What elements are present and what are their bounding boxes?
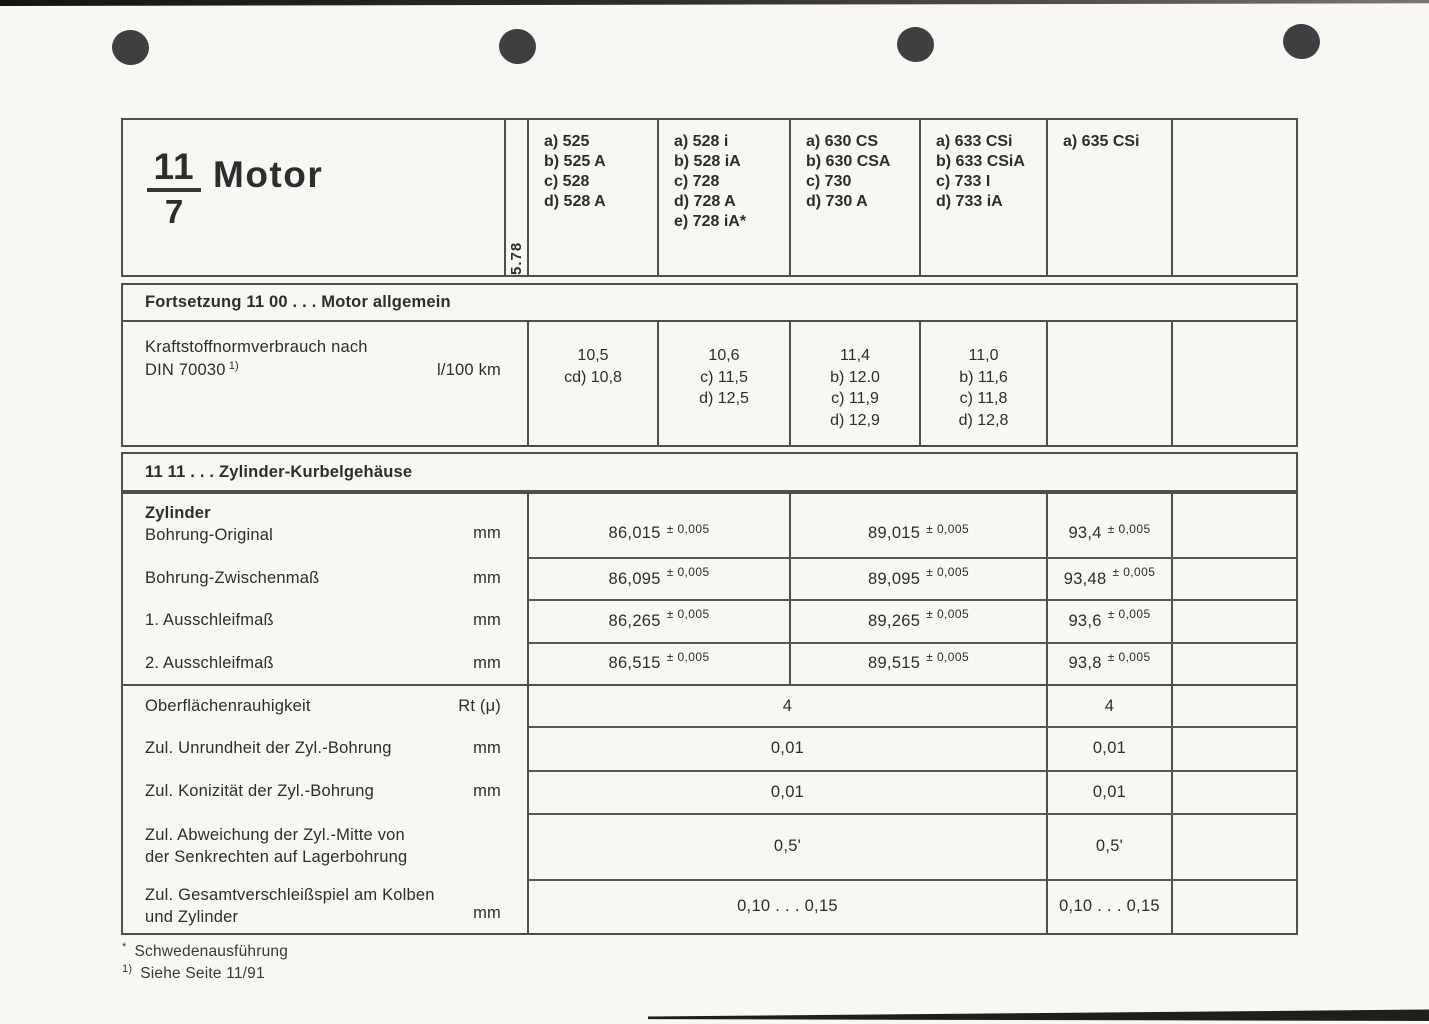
tolerance: ± 0,005 — [926, 607, 970, 622]
binder-hole — [1281, 22, 1323, 62]
spec-value-cell: 4 — [1048, 686, 1173, 726]
spec-value-cell-wide: 4 — [529, 686, 1048, 726]
spec-value-cell: 93,48 ± 0,005 — [1048, 559, 1173, 599]
chapter-page-fraction — [147, 148, 201, 229]
spec-row-label: Zylinder Bohrung-Original mm — [123, 494, 529, 557]
consumption-values-cell: 11,4 b) 12.0 c) 11,9 d) 12,9 — [791, 322, 921, 445]
spec-value-cell-empty — [1173, 881, 1296, 934]
chapter-number: 11 — [153, 146, 195, 187]
spec-value-cell-empty — [1173, 772, 1296, 814]
spec-value-cell-empty — [1173, 559, 1296, 599]
page-header-table — [121, 118, 1298, 277]
chapter-title-cell — [123, 120, 506, 275]
spec-value-cell-empty — [1173, 815, 1296, 878]
page-title: Motor — [213, 154, 324, 195]
spec-value-cell: 89,515 ± 0,005 — [791, 644, 1048, 685]
fuel-consumption-label-line1: Kraftstoffnormverbrauch nach — [145, 338, 368, 356]
unit-label: mm — [473, 738, 501, 757]
scan-edge-top — [0, 0, 1429, 6]
fraction-rule — [147, 188, 201, 192]
spec-value-cell-wide: 0,01 — [529, 772, 1048, 814]
model-column-header: a) 633 CSi b) 633 CSiA c) 733 I d) 733 iA — [921, 120, 1048, 275]
spec-value-cell-empty — [1173, 601, 1296, 642]
revision-cell — [506, 120, 529, 275]
spec-value-cell: 86,265 ± 0,005 — [529, 601, 791, 642]
footnote-marker: * — [122, 940, 127, 953]
spec-row-bohrung-original — [123, 494, 1296, 557]
spec-value-cell: 0,10 . . . 0,15 — [1048, 881, 1173, 934]
spec-row-oberflaechenrauhigkeit — [123, 684, 1296, 726]
spec-value-cell: 89,015 ± 0,005 — [791, 494, 1048, 557]
spec-value-cell-wide: 0,10 . . . 0,15 — [529, 881, 1048, 934]
tolerance: ± 0,005 — [666, 649, 710, 664]
binder-hole — [497, 27, 539, 67]
section-band-continuation — [121, 283, 1298, 322]
fuel-consumption-label-line2: DIN 70030 $^{1)}$ l/100 km — [145, 359, 527, 382]
page-number: 7 — [164, 193, 184, 230]
section-band-label: Fortsetzung 11 00 . . . Motor allgemein — [145, 293, 451, 311]
cylinder-spec-table — [121, 492, 1298, 935]
scan-edge-bottom — [648, 1009, 1429, 1022]
spec-value-cell-wide: 0,5' — [529, 815, 1048, 878]
spec-value-cell-wide: 0,01 — [529, 728, 1048, 770]
tolerance: ± 0,005 — [666, 607, 710, 622]
consumption-values-cell-empty — [1048, 322, 1173, 445]
spec-value-cell-empty — [1173, 728, 1296, 770]
spec-row-ausschleifmass-2 — [123, 642, 1296, 685]
spec-row-konizitaet — [123, 770, 1296, 814]
model-column-header: a) 528 i b) 528 iA c) 728 d) 728 A e) 728 iA* — [659, 120, 791, 275]
section-band-label: 11 11 . . . Zylinder-Kurbelgehäuse — [145, 462, 413, 481]
model-column-header: a) 630 CS b) 630 CSA c) 730 d) 730 A — [791, 120, 921, 275]
tolerance: ± 0,005 — [1107, 607, 1151, 622]
consumption-values-cell: 11,0 b) 11,6 c) 11,8 d) 12,8 — [921, 322, 1048, 445]
tolerance: ± 0,005 — [926, 649, 970, 664]
spec-value-cell: 86,015 ± 0,005 — [529, 494, 791, 557]
tolerance: ± 0,005 — [1107, 522, 1151, 537]
model-column-header-empty — [1173, 120, 1296, 275]
spec-row-label: Zul. Abweichung der Zyl.-Mitte von der Senkrechten auf Lagerbohrung — [123, 813, 529, 878]
tolerance: ± 0,005 — [926, 522, 970, 537]
spec-row-label: Zul. Gesamtverschleißspiel am Kolben und Zylinder mm — [123, 879, 529, 934]
model-column-header: a) 635 CSi — [1048, 120, 1173, 275]
consumption-values-cell: 10,6 c) 11,5 d) 12,5 — [659, 322, 791, 445]
footnote-schwedenausfuehrung: * Schwedenausführung — [122, 940, 289, 960]
spec-value-cell: 89,095 ± 0,005 — [791, 559, 1048, 599]
fuel-consumption-label — [123, 322, 529, 445]
spec-row-label: Oberflächenrauhigkeit Rt (μ) — [123, 686, 529, 726]
binder-hole — [895, 25, 937, 65]
tolerance: ± 0,005 — [1112, 565, 1156, 580]
spec-row-ausschleifmass-1 — [123, 599, 1296, 642]
spec-row-label: Zul. Unrundheit der Zyl.-Bohrung mm — [123, 726, 529, 770]
spec-value-cell-empty — [1173, 686, 1296, 726]
unit-label: l/100 km — [437, 361, 501, 379]
spec-value-cell: 93,8 ± 0,005 — [1048, 644, 1173, 685]
consumption-values-cell: 10,5 cd) 10,8 — [529, 322, 659, 445]
section-band-cylinder — [121, 452, 1298, 492]
footnote-siehe-seite: $^{1)}$ Siehe Seite 11/91 — [122, 962, 265, 982]
footnotes — [122, 941, 288, 985]
model-column-header: a) 525 b) 525 A c) 528 d) 528 A — [529, 120, 659, 275]
spec-row-gesamtverschleissspiel — [123, 879, 1296, 934]
spec-value-cell: 86,095 ± 0,005 — [529, 559, 791, 599]
spec-value-cell: 0,01 — [1048, 772, 1173, 814]
footnote-reference: 1) — [228, 359, 239, 372]
unit-label: Rt (μ) — [458, 697, 501, 716]
consumption-values-cell-empty — [1173, 322, 1296, 445]
tolerance: ± 0,005 — [1107, 649, 1151, 664]
spec-row-unrundheit — [123, 726, 1296, 770]
unit-label: mm — [473, 569, 501, 588]
spec-value-cell: 0,01 — [1048, 728, 1173, 770]
spec-value-cell-empty — [1173, 644, 1296, 685]
revision-date: 5.78 — [508, 241, 525, 275]
spec-row-label: 1. Ausschleifmaß mm — [123, 599, 529, 642]
unit-label: mm — [473, 904, 501, 922]
unit-label: mm — [473, 782, 501, 801]
spec-value-cell: 0,5' — [1048, 815, 1173, 878]
fuel-consumption-row — [121, 322, 1298, 447]
tolerance: ± 0,005 — [666, 522, 710, 537]
spec-row-label: 2. Ausschleifmaß mm — [123, 642, 529, 685]
spec-row-label: Zul. Konizität der Zyl.-Bohrung mm — [123, 770, 529, 814]
spec-row-zwischenmass — [123, 557, 1296, 599]
footnote-marker: 1) — [122, 962, 133, 975]
spec-value-cell: 89,265 ± 0,005 — [791, 601, 1048, 642]
tolerance: ± 0,005 — [926, 565, 970, 580]
spec-value-cell: 93,6 ± 0,005 — [1048, 601, 1173, 642]
unit-label: mm — [473, 524, 501, 543]
unit-label: mm — [473, 611, 501, 630]
binder-hole — [110, 28, 152, 68]
spec-value-cell-empty — [1173, 494, 1296, 557]
spec-row-label: Bohrung-Zwischenmaß mm — [123, 557, 529, 599]
tolerance: ± 0,005 — [666, 565, 710, 580]
spec-row-abweichung — [123, 813, 1296, 878]
spec-value-cell: 86,515 ± 0,005 — [529, 644, 791, 685]
unit-label: mm — [473, 653, 501, 672]
spec-value-cell: 93,4 ± 0,005 — [1048, 494, 1173, 557]
